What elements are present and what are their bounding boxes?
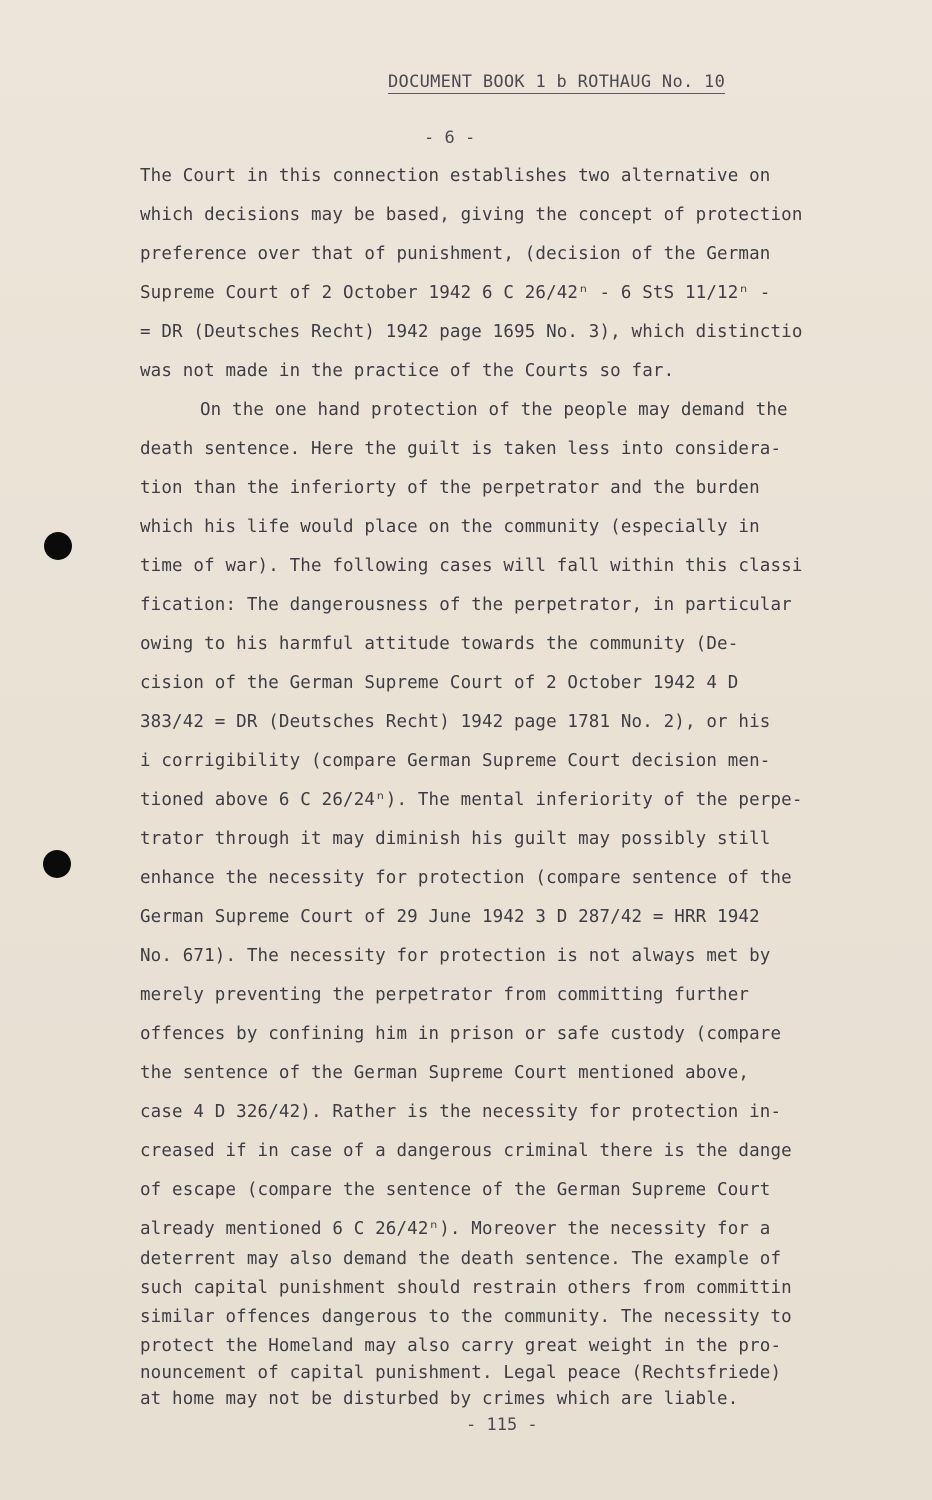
text-line: trator through it may diminish his guilt may possibly still bbox=[140, 829, 771, 849]
text-line: owing to his harmful attitude towards the community (De- bbox=[140, 634, 739, 654]
text-line: deterrent may also demand the death sentence. The example of bbox=[140, 1249, 782, 1269]
text-line: death sentence. Here the guilt is taken less into considera- bbox=[140, 439, 782, 459]
text-line: creased if in case of a dangerous criminal there is the dange bbox=[140, 1141, 792, 1161]
text-line: German Supreme Court of 29 June 1942 3 D 287/42 = HRR 1942 bbox=[140, 907, 760, 927]
text-line: cision of the German Supreme Court of 2 October 1942 4 D bbox=[140, 673, 739, 693]
text-line: of escape (compare the sentence of the German Supreme Court bbox=[140, 1180, 771, 1200]
text-line: at home may not be disturbed by crimes which are liable. bbox=[140, 1389, 739, 1409]
text-line: On the one hand protection of the people may demand the bbox=[200, 400, 788, 420]
text-line: enhance the necessity for protection (compare sentence of the bbox=[140, 868, 792, 888]
text-line: offences by confining him in prison or safe custody (compare bbox=[140, 1024, 782, 1044]
text-line: 383/42 = DR (Deutsches Recht) 1942 page 1781 No. 2), or his bbox=[140, 712, 771, 732]
text-line: which decisions may be based, giving the concept of protection bbox=[140, 205, 803, 225]
page-number-bottom: - 115 - bbox=[466, 1415, 538, 1435]
text-line: the sentence of the German Supreme Court mentioned above, bbox=[140, 1063, 750, 1083]
punch-hole bbox=[44, 532, 72, 560]
text-line: merely preventing the perpetrator from committing further bbox=[140, 985, 750, 1005]
text-line: protect the Homeland may also carry great weight in the pro- bbox=[140, 1336, 782, 1356]
text-line: time of war). The following cases will fall within this classi bbox=[140, 556, 803, 576]
punch-hole bbox=[43, 850, 71, 878]
text-line: already mentioned 6 C 26/42ⁿ). Moreover the necessity for a bbox=[140, 1219, 771, 1239]
text-line: i corrigibility (compare German Supreme Court decision men- bbox=[140, 751, 771, 771]
text-line: such capital punishment should restrain others from committin bbox=[140, 1278, 792, 1298]
text-line: which his life would place on the community (especially in bbox=[140, 517, 760, 537]
text-line: tioned above 6 C 26/24ⁿ). The mental inferiority of the perpe- bbox=[140, 790, 803, 810]
page-number-top: - 6 - bbox=[424, 128, 476, 148]
text-line: tion than the inferiorty of the perpetrator and the burden bbox=[140, 478, 760, 498]
text-line: nouncement of capital punishment. Legal peace (Rechtsfriede) bbox=[140, 1363, 782, 1383]
text-line: was not made in the practice of the Courts so far. bbox=[140, 361, 675, 381]
text-line: The Court in this connection establishes two alternative on bbox=[140, 166, 771, 186]
text-line: No. 671). The necessity for protection is not always met by bbox=[140, 946, 771, 966]
text-line: preference over that of punishment, (decision of the German bbox=[140, 244, 771, 264]
text-line: similar offences dangerous to the community. The necessity to bbox=[140, 1307, 792, 1327]
text-line: fication: The dangerousness of the perpetrator, in particular bbox=[140, 595, 792, 615]
text-line: Supreme Court of 2 October 1942 6 C 26/42ⁿ - 6 StS 11/12ⁿ - bbox=[140, 283, 771, 303]
document-header: DOCUMENT BOOK 1 b ROTHAUG No. 10 bbox=[388, 72, 726, 92]
text-line: = DR (Deutsches Recht) 1942 page 1695 No. 3), which distinctio bbox=[140, 322, 803, 342]
text-line: case 4 D 326/42). Rather is the necessity for protection in- bbox=[140, 1102, 782, 1122]
